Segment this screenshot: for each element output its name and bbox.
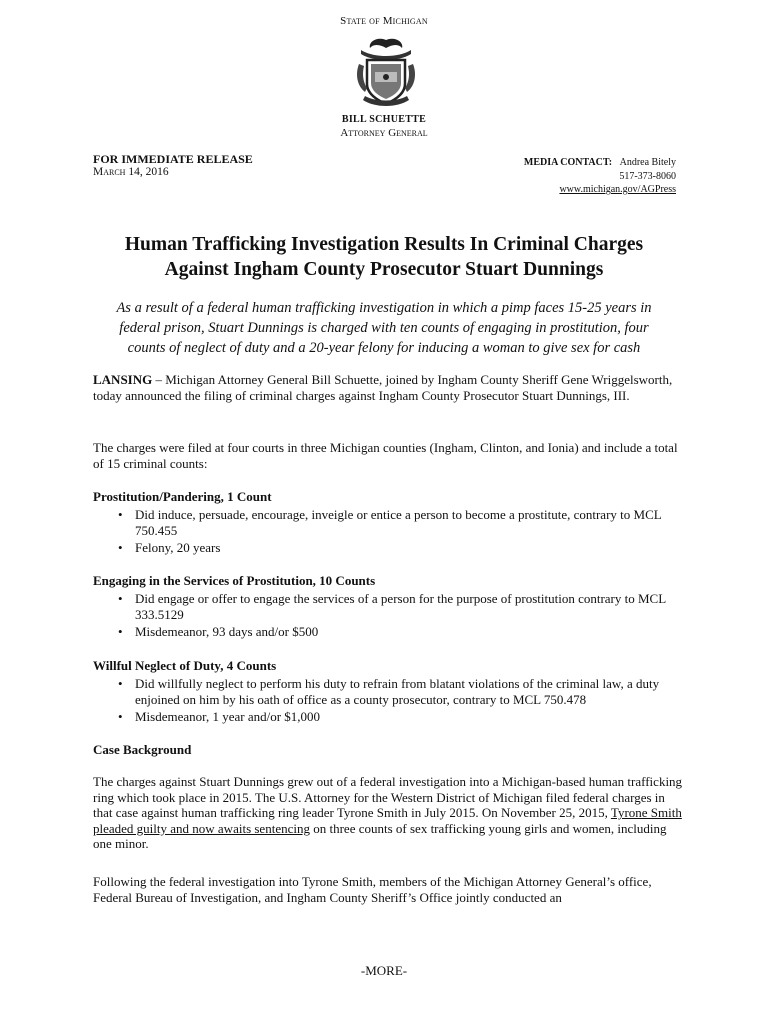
- attorney-general-name: BILL SCHUETTE: [341, 114, 427, 125]
- press-release-subtitle: [78, 298, 690, 358]
- background-paragraph-2: Following the federal investigation into Tyrone Smith, members of the Michigan Attorney General’s office, Federal Bureau of Investigation, and Ingham County Sheriff’s Office jointly conducted an: [93, 874, 652, 905]
- media-contact-label: MEDIA CONTACT:: [523, 157, 613, 168]
- release-label: FOR IMMEDIATE RELEASE: [93, 152, 253, 166]
- list-item: • Did induce, persuade, encourage, inveigle or entice a person to become a prostitute, contrary to MCL 750.455: [118, 507, 678, 538]
- list-item: • Did willfully neglect to perform his duty to refrain from blatant violations of the criminal law, a duty enjoined on him by his oath of office as a county prosecutor, contrary to MCL 750.478: [118, 676, 678, 707]
- sentencing-link[interactable]: Tyrone Smith pleaded guilty and now awaits sentencing: [93, 805, 682, 836]
- media-contact: [524, 156, 676, 197]
- subtitle-line-3: counts of neglect of duty and a 20-year felony for inducing a woman to give sex for cash: [127, 340, 641, 356]
- office-title: Attorney General: [340, 127, 428, 139]
- title-line-1: Human Trafficking Investigation Results In Criminal Charges: [124, 234, 644, 255]
- charges-intro-paragraph: The charges were filed at four courts in three Michigan counties (Ingham, Clinton, and Ionia) and include a total of 15 criminal counts:: [93, 440, 678, 471]
- media-contact-name: Andrea Bitely: [619, 157, 676, 168]
- background-paragraph-1: [93, 774, 683, 852]
- background-text-b: on three counts of sex trafficking young girls and women, including one minor.: [93, 820, 667, 852]
- media-contact-link[interactable]: www.michigan.gov/AGPress: [559, 184, 676, 195]
- michigan-state-seal-icon: [351, 34, 421, 112]
- section-heading-background: Case Background: [93, 742, 192, 757]
- dateline: LANSING: [93, 372, 153, 387]
- bullet-list-pandering: [118, 507, 678, 556]
- bullet-list-engaging: [118, 591, 678, 640]
- section-heading-pandering: Prostitution/Pandering, 1 Count: [93, 489, 272, 504]
- list-item: • Felony, 20 years: [118, 540, 678, 556]
- subtitle-line-1: As a result of a federal human trafficking investigation in which a pimp faces 15-25 years in: [116, 300, 652, 316]
- press-release-title: [60, 232, 708, 282]
- section-heading-neglect: Willful Neglect of Duty, 4 Counts: [93, 658, 277, 673]
- background-text-a: The charges against Stuart Dunnings grew out of a federal investigation into a Michigan-based human trafficking ring which took place in 2015. The U.S. Attorney for the Western District of Michigan filed federal charges in that case against human trafficking ring leader Tyrone Smith in July 2015. On November 25, 2015,: [93, 774, 683, 821]
- subtitle-line-2: federal prison, Stuart Dunnings is charged with ten counts of engaging in prostitution, four: [119, 320, 649, 336]
- state-header: State of Michigan: [340, 15, 428, 27]
- list-item: • Misdemeanor, 93 days and/or $500: [118, 624, 678, 640]
- section-heading-engaging: Engaging in the Services of Prostitution, 10 Counts: [93, 573, 376, 588]
- page-footer-more: -MORE-: [360, 963, 408, 978]
- list-item: • Misdemeanor, 1 year and/or $1,000: [118, 709, 678, 725]
- bullet-list-neglect: [118, 676, 678, 725]
- release-date: March 14, 2016: [93, 166, 169, 178]
- media-contact-phone: 517-373-8060: [619, 170, 676, 182]
- list-item: • Did engage or offer to engage the services of a person for the purpose of prostitution contrary to MCL 333.5129: [118, 591, 678, 622]
- title-line-2: Against Ingham County Prosecutor Stuart Dunnings: [164, 259, 604, 280]
- intro-paragraph: [93, 372, 683, 403]
- intro-text: – Michigan Attorney General Bill Schuette, joined by Ingham County Sheriff Gene Wriggelsworth, today announced the filing of criminal charges against Ingham County Prosecutor Stuart Dunnings, III.: [93, 372, 673, 403]
